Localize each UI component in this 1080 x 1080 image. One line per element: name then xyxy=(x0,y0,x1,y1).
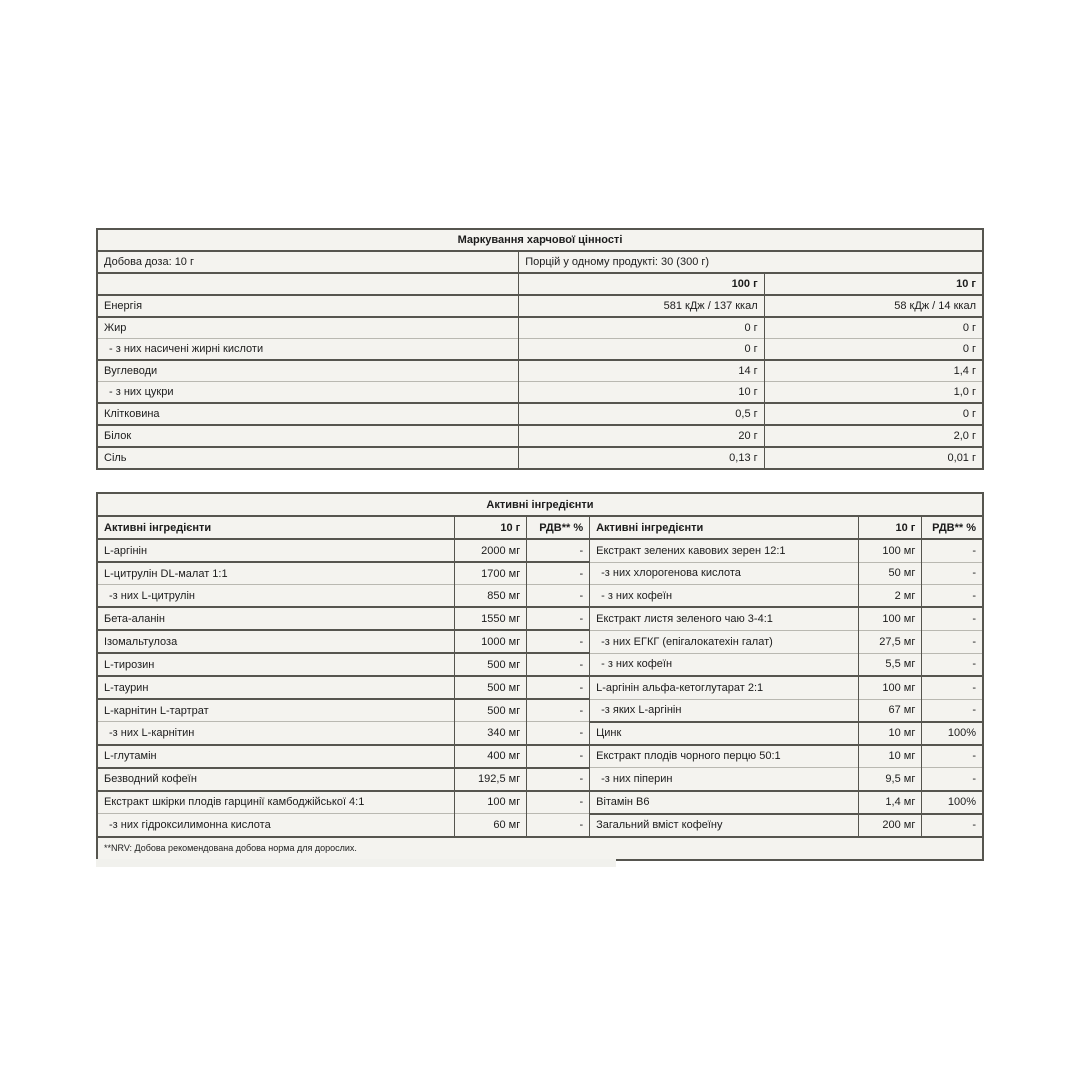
nrv-footnote: **NRV: Добова рекомендована добова норма для дорослих. xyxy=(97,837,983,860)
table-row xyxy=(97,768,983,791)
value-per-100g: 581 кДж / 137 ккал xyxy=(519,295,764,317)
ingredient-name: Екстракт листя зеленого чаю 3-4:1 xyxy=(590,607,859,630)
ingredient-rdv: - xyxy=(527,653,590,676)
ingredients-table-body xyxy=(97,539,983,837)
ingredient-rdv: - xyxy=(527,539,590,562)
ingredient-name: L-цитрулін DL-малат 1:1 xyxy=(97,562,455,585)
ingredient-rdv: - xyxy=(527,722,590,745)
ingredient-rdv: - xyxy=(922,653,983,676)
ingredient-rdv: - xyxy=(922,745,983,768)
ingredients-table-foot xyxy=(97,837,983,860)
nutrient-label: Білок xyxy=(97,425,519,447)
value-per-100g: 0,13 г xyxy=(519,447,764,469)
ingredient-rdv: - xyxy=(527,814,590,837)
value-per-100g: 14 г xyxy=(519,360,764,382)
ingredients-table-head xyxy=(97,493,983,539)
ingredient-amount: 192,5 мг xyxy=(455,768,527,791)
table-row xyxy=(97,339,983,361)
ingredient-amount: 1550 мг xyxy=(455,607,527,630)
value-per-10g: 0,01 г xyxy=(764,447,983,469)
ingredient-name: Ізомальтулоза xyxy=(97,630,455,653)
ingredient-amount: 500 мг xyxy=(455,699,527,722)
table-row xyxy=(97,295,983,317)
ingredients-name-header-left: Активні інгредієнти xyxy=(97,516,455,539)
ingredient-amount: 5,5 мг xyxy=(859,653,922,676)
table-row xyxy=(97,722,983,745)
value-per-100g: 0,5 г xyxy=(519,403,764,425)
ingredient-name: -з них ЕГКГ (епігалокатехін галат) xyxy=(590,630,859,653)
ingredient-amount: 1700 мг xyxy=(455,562,527,585)
value-per-10g: 58 кДж / 14 ккал xyxy=(764,295,983,317)
ingredient-amount: 1000 мг xyxy=(455,630,527,653)
ingredient-rdv: - xyxy=(527,699,590,722)
nutrient-label: - з них насичені жирні кислоти xyxy=(97,339,519,361)
ingredient-rdv: - xyxy=(922,768,983,791)
nutrient-label: Вуглеводи xyxy=(97,360,519,382)
table-row xyxy=(97,699,983,722)
table-row xyxy=(97,360,983,382)
ingredient-rdv: - xyxy=(922,585,983,608)
value-per-100g: 20 г xyxy=(519,425,764,447)
ingredient-name: Цинк xyxy=(590,722,859,745)
ingredient-name: -з них L-карнітин xyxy=(97,722,455,745)
ingredient-amount: 67 мг xyxy=(859,699,922,722)
table-row xyxy=(97,562,983,585)
ingredient-amount: 100 мг xyxy=(859,676,922,699)
daily-dose-label: Добова доза: 10 г xyxy=(97,251,519,273)
ingredients-table-title: Активні інгредієнти xyxy=(486,498,594,511)
ingredient-rdv: 100% xyxy=(922,791,983,814)
label-bottom-shadow xyxy=(96,859,616,867)
ingredient-amount: 1,4 мг xyxy=(859,791,922,814)
table-row xyxy=(97,447,983,469)
value-per-10g: 2,0 г xyxy=(764,425,983,447)
table-row xyxy=(97,382,983,404)
ingredient-rdv: - xyxy=(527,630,590,653)
table-row xyxy=(97,251,983,273)
nutrition-table-title: Маркування харчової цінності xyxy=(457,234,623,246)
column-header-100g: 100 г xyxy=(519,273,764,295)
amount-header-right: 10 г xyxy=(859,516,922,539)
table-row xyxy=(97,516,983,539)
ingredient-name: L-глутамін xyxy=(97,745,455,768)
table-row xyxy=(97,585,983,608)
ingredient-rdv: 100% xyxy=(922,722,983,745)
ingredient-amount: 100 мг xyxy=(859,607,922,630)
rdv-header-left: РДВ** % xyxy=(527,516,590,539)
nutrient-label: Жир xyxy=(97,317,519,339)
ingredient-amount: 9,5 мг xyxy=(859,768,922,791)
value-per-10g: 0 г xyxy=(764,339,983,361)
ingredient-rdv: - xyxy=(922,676,983,699)
table-row xyxy=(97,791,983,814)
ingredient-rdv: - xyxy=(922,562,983,585)
ingredient-name: -з яких L-аргінін xyxy=(590,699,859,722)
value-per-10g: 0 г xyxy=(764,317,983,339)
ingredient-amount: 10 мг xyxy=(859,722,922,745)
ingredient-name: -з них гідроксилимонна кислота xyxy=(97,814,455,837)
ingredient-name: L-таурин xyxy=(97,676,455,699)
amount-header-left: 10 г xyxy=(455,516,527,539)
value-per-10g: 0 г xyxy=(764,403,983,425)
nutrient-label: - з них цукри xyxy=(97,382,519,404)
nutrient-label: Клітковина xyxy=(97,403,519,425)
ingredient-amount: 2 мг xyxy=(859,585,922,608)
ingredients-table xyxy=(96,492,984,861)
value-per-10g: 1,0 г xyxy=(764,382,983,404)
table-row xyxy=(97,229,983,251)
ingredient-amount: 27,5 мг xyxy=(859,630,922,653)
ingredient-name: - з них кофеїн xyxy=(590,653,859,676)
ingredient-rdv: - xyxy=(922,539,983,562)
ingredient-name: Безводний кофеїн xyxy=(97,768,455,791)
ingredient-rdv: - xyxy=(922,630,983,653)
value-per-100g: 10 г xyxy=(519,382,764,404)
table-row xyxy=(97,653,983,676)
table-row xyxy=(97,403,983,425)
ingredient-name: Бета-аланін xyxy=(97,607,455,630)
ingredient-rdv: - xyxy=(527,791,590,814)
ingredient-amount: 100 мг xyxy=(455,791,527,814)
ingredient-name: Вітамін B6 xyxy=(590,791,859,814)
ingredient-name: L-карнітин L-тартрат xyxy=(97,699,455,722)
nutrient-label: Сіль xyxy=(97,447,519,469)
table-row xyxy=(97,607,983,630)
nutrition-table xyxy=(96,228,984,470)
ingredient-rdv: - xyxy=(922,607,983,630)
rdv-header-right: РДВ** % xyxy=(922,516,983,539)
ingredient-amount: 60 мг xyxy=(455,814,527,837)
ingredient-amount: 200 мг xyxy=(859,814,922,837)
ingredient-name: Загальний вміст кофеїну xyxy=(590,814,859,837)
nutrition-table-head xyxy=(97,229,983,295)
ingredient-rdv: - xyxy=(527,607,590,630)
ingredient-rdv: - xyxy=(922,699,983,722)
ingredient-rdv: - xyxy=(527,768,590,791)
ingredient-amount: 50 мг xyxy=(859,562,922,585)
ingredient-rdv: - xyxy=(527,585,590,608)
ingredient-name: Екстракт зелених кавових зерен 12:1 xyxy=(590,539,859,562)
ingredient-name: -з них хлорогенова кислота xyxy=(590,562,859,585)
ingredient-name: -з них піперин xyxy=(590,768,859,791)
table-row xyxy=(97,425,983,447)
table-row xyxy=(97,837,983,860)
ingredient-rdv: - xyxy=(527,676,590,699)
ingredient-name: L-аргінін xyxy=(97,539,455,562)
column-header-10g: 10 г xyxy=(764,273,983,295)
ingredient-amount: 10 мг xyxy=(859,745,922,768)
table-row xyxy=(97,630,983,653)
ingredient-name: L-аргінін альфа-кетоглутарат 2:1 xyxy=(590,676,859,699)
table-row xyxy=(97,814,983,837)
value-per-10g: 1,4 г xyxy=(764,360,983,382)
ingredient-amount: 400 мг xyxy=(455,745,527,768)
table-row xyxy=(97,317,983,339)
nutrition-table-body xyxy=(97,295,983,469)
table-row xyxy=(97,745,983,768)
value-per-100g: 0 г xyxy=(519,317,764,339)
table-row xyxy=(97,539,983,562)
value-per-100g: 0 г xyxy=(519,339,764,361)
empty-header-cell xyxy=(97,273,519,295)
ingredient-name: Екстракт плодів чорного перцю 50:1 xyxy=(590,745,859,768)
ingredient-amount: 2000 мг xyxy=(455,539,527,562)
ingredient-amount: 850 мг xyxy=(455,585,527,608)
ingredient-name: -з них L-цитрулін xyxy=(97,585,455,608)
ingredient-rdv: - xyxy=(527,562,590,585)
table-row xyxy=(97,493,983,516)
ingredient-name: Екстракт шкірки плодів гарцинії камбоджійської 4:1 xyxy=(97,791,455,814)
ingredient-rdv: - xyxy=(922,814,983,837)
ingredient-name: L-тирозин xyxy=(97,653,455,676)
ingredient-name: - з них кофеїн xyxy=(590,585,859,608)
ingredient-rdv: - xyxy=(527,745,590,768)
ingredient-amount: 340 мг xyxy=(455,722,527,745)
table-row xyxy=(97,676,983,699)
ingredients-name-header-right: Активні інгредієнти xyxy=(590,516,859,539)
servings-label: Порцій у одному продукті: 30 (300 г) xyxy=(519,251,983,273)
ingredient-amount: 500 мг xyxy=(455,653,527,676)
table-row xyxy=(97,273,983,295)
ingredient-amount: 500 мг xyxy=(455,676,527,699)
nutrient-label: Енергія xyxy=(97,295,519,317)
ingredient-amount: 100 мг xyxy=(859,539,922,562)
